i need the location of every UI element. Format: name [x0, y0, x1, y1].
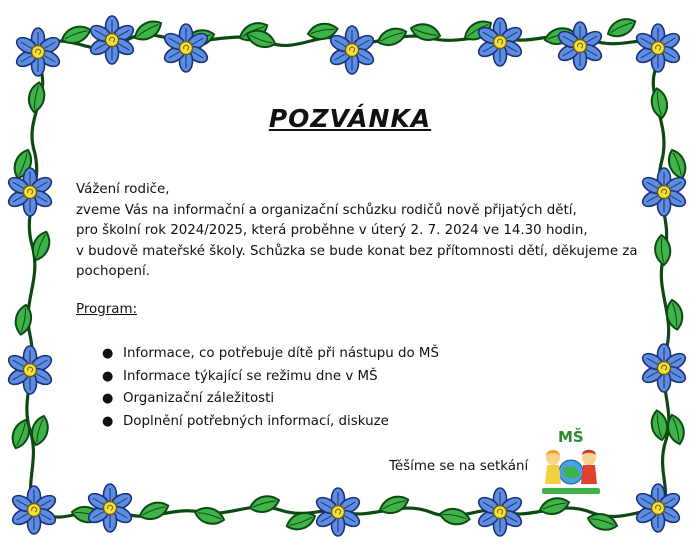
paragraph-line: zveme Vás na informační a organizační schůzku rodičů nově přijatých dětí, — [76, 202, 577, 218]
invitation-text — [76, 180, 646, 283]
bullet-icon: ● — [102, 368, 114, 384]
list-item — [102, 411, 439, 434]
list-item — [102, 343, 439, 366]
logo-text: MŠ — [558, 428, 584, 446]
bullet-icon: ● — [102, 346, 114, 361]
program-label: Program: — [76, 302, 138, 317]
paragraph-line: v budově mateřské školy. Schůzka se bude konat bez přítomnosti dětí, děkujeme za — [76, 243, 638, 259]
paragraph-line: pro školní rok 2024/2025, která proběhne v úterý 2. 7. 2024 ve 14.30 hodin, — [76, 223, 588, 238]
bullet-icon: ● — [102, 391, 114, 406]
paragraph-line: pochopení. — [76, 264, 150, 279]
list-item-text: Informace týkající se režimu dne v MŠ — [123, 368, 378, 384]
list-item-text: Informace, co potřebuje dítě při nástupu do MŠ — [123, 346, 439, 361]
program-list — [102, 343, 439, 433]
list-item-text: Organizační záležitosti — [123, 391, 275, 406]
greeting: Vážení rodiče, — [76, 182, 170, 197]
closing-text: Těšíme se na setkání — [389, 459, 529, 474]
school-logo — [536, 428, 606, 500]
list-item — [102, 366, 439, 389]
list-item-text: Doplnění potřebných informací, diskuze — [123, 413, 389, 429]
bullet-icon: ● — [102, 413, 114, 429]
page-title: POZVÁNKA — [268, 104, 432, 133]
list-item — [102, 388, 439, 411]
